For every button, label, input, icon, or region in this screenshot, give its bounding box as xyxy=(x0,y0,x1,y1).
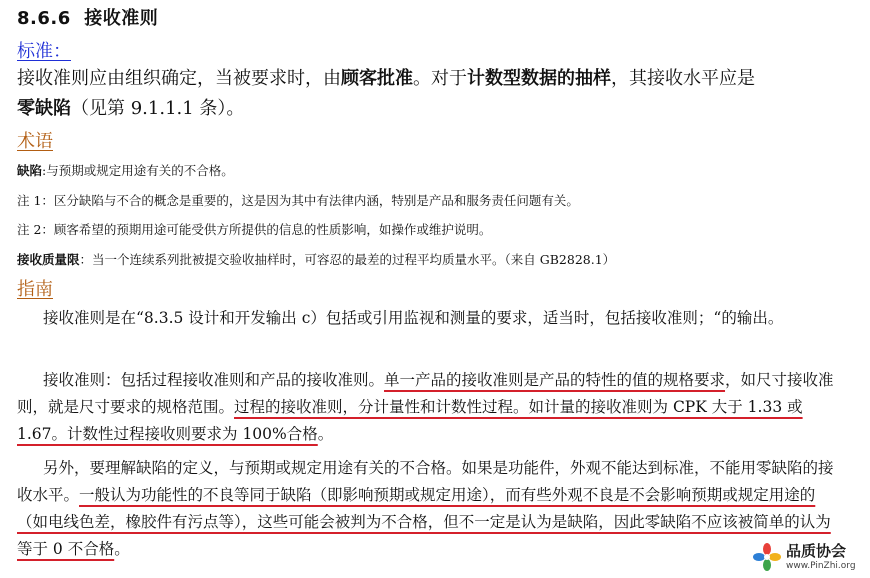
watermark xyxy=(752,540,867,576)
defect-term: 缺陷 xyxy=(17,163,43,178)
guide-paragraph-1: 接收准则是在“8.3.5 设计和开发输出 c）包括或引用监视和测量的要求，适当时，包括接收准则；“的输出。 xyxy=(43,309,784,327)
emphasis-zero-defect: 零缺陷 xyxy=(17,98,71,119)
section-name: 接收准则 xyxy=(84,8,159,29)
standard-heading: 标准： xyxy=(17,41,71,62)
guide-heading: 指南 xyxy=(17,279,53,300)
highlight-process-criteria: 过程的接收准则，分计量性和计数性过程。如计量的接收准则为 CPK 大于 1.33 或 1.67。计数性过程接收则要求为 100%合格 xyxy=(17,398,803,443)
note-1: 注 1：区分缺陷与不合的概念是重要的，这是因为其中有法律内涵，特别是产品和服务责任问题有关。 xyxy=(17,193,579,208)
highlight-product-criteria: 单一产品的接收准则是产品的特性的值的规格要求 xyxy=(384,371,726,389)
emphasis-customer-approval: 顾客批准 xyxy=(341,68,413,89)
watermark-title: 品质协会 xyxy=(786,542,847,560)
watermark-url: www.PinZhi.org xyxy=(786,561,856,571)
section-number: 8.6.6 xyxy=(17,8,71,29)
emphasis-attribute-sampling: 计数型数据的抽样 xyxy=(467,68,611,89)
section-title xyxy=(17,4,844,30)
guide-paragraph-3: 另外，要理解缺陷的定义，与预期或规定用途有关的不合格。如果是功能件，外观不能达到标准，不能用零缺陷的接收水平。一般认为功能性的不良等同于缺陷（即影响预期或规定用途），而有些外观不良是不会影响预期或规定用途的（如电线色差，橡胶件有污点等），这些可能会被判为不合格，但不一定是认为是缺陷，因此零缺陷不应该被简单的认为等于 0 不合格。 xyxy=(17,459,834,558)
guide-paragraph-2: 接收准则：包括过程接收准则和产品的接收准则。单一产品的接收准则是产品的特性的值的规格要求，如尺寸接收准则，就是尺寸要求的规格范围。过程的接收准则，分计量性和计数性过程。如计量的接收准则为 CPK 大于 1.33 或 1.67。计数性过程接收则要求为 100%合格。 xyxy=(17,371,834,443)
aql-definition: 接收质量限：当一个连续系列批被提交验收抽样时，可容忍的最差的过程平均质量水平。（来自 GB2828.1） xyxy=(17,252,616,267)
flower-logo-icon xyxy=(752,542,782,572)
highlight-defect-explanation: 一般认为功能性的不良等同于缺陷（即影响预期或规定用途），而有些外观不良是不会影响预期或规定用途的（如电线色差，橡胶件有污点等），这些可能会被判为不合格，但不一定是认为是缺陷，因此零缺陷不应该被简单的认为等于 0 不合格 xyxy=(17,486,831,558)
aql-term: 接收质量限 xyxy=(17,252,80,267)
terms-heading: 术语 xyxy=(17,131,53,152)
standard-paragraph: 接收准则应由组织确定，当被要求时，由顾客批准。对于计数型数据的抽样，其接收水平应是 零缺陷（见第 9.1.1.1 条）。 xyxy=(17,68,755,119)
defect-definition: 缺陷:与预期或规定用途有关的不合格。 xyxy=(17,163,234,178)
note-2: 注 2：顾客希望的预期用途可能受供方所提供的信息的性质影响，如操作或维护说明。 xyxy=(17,222,492,237)
